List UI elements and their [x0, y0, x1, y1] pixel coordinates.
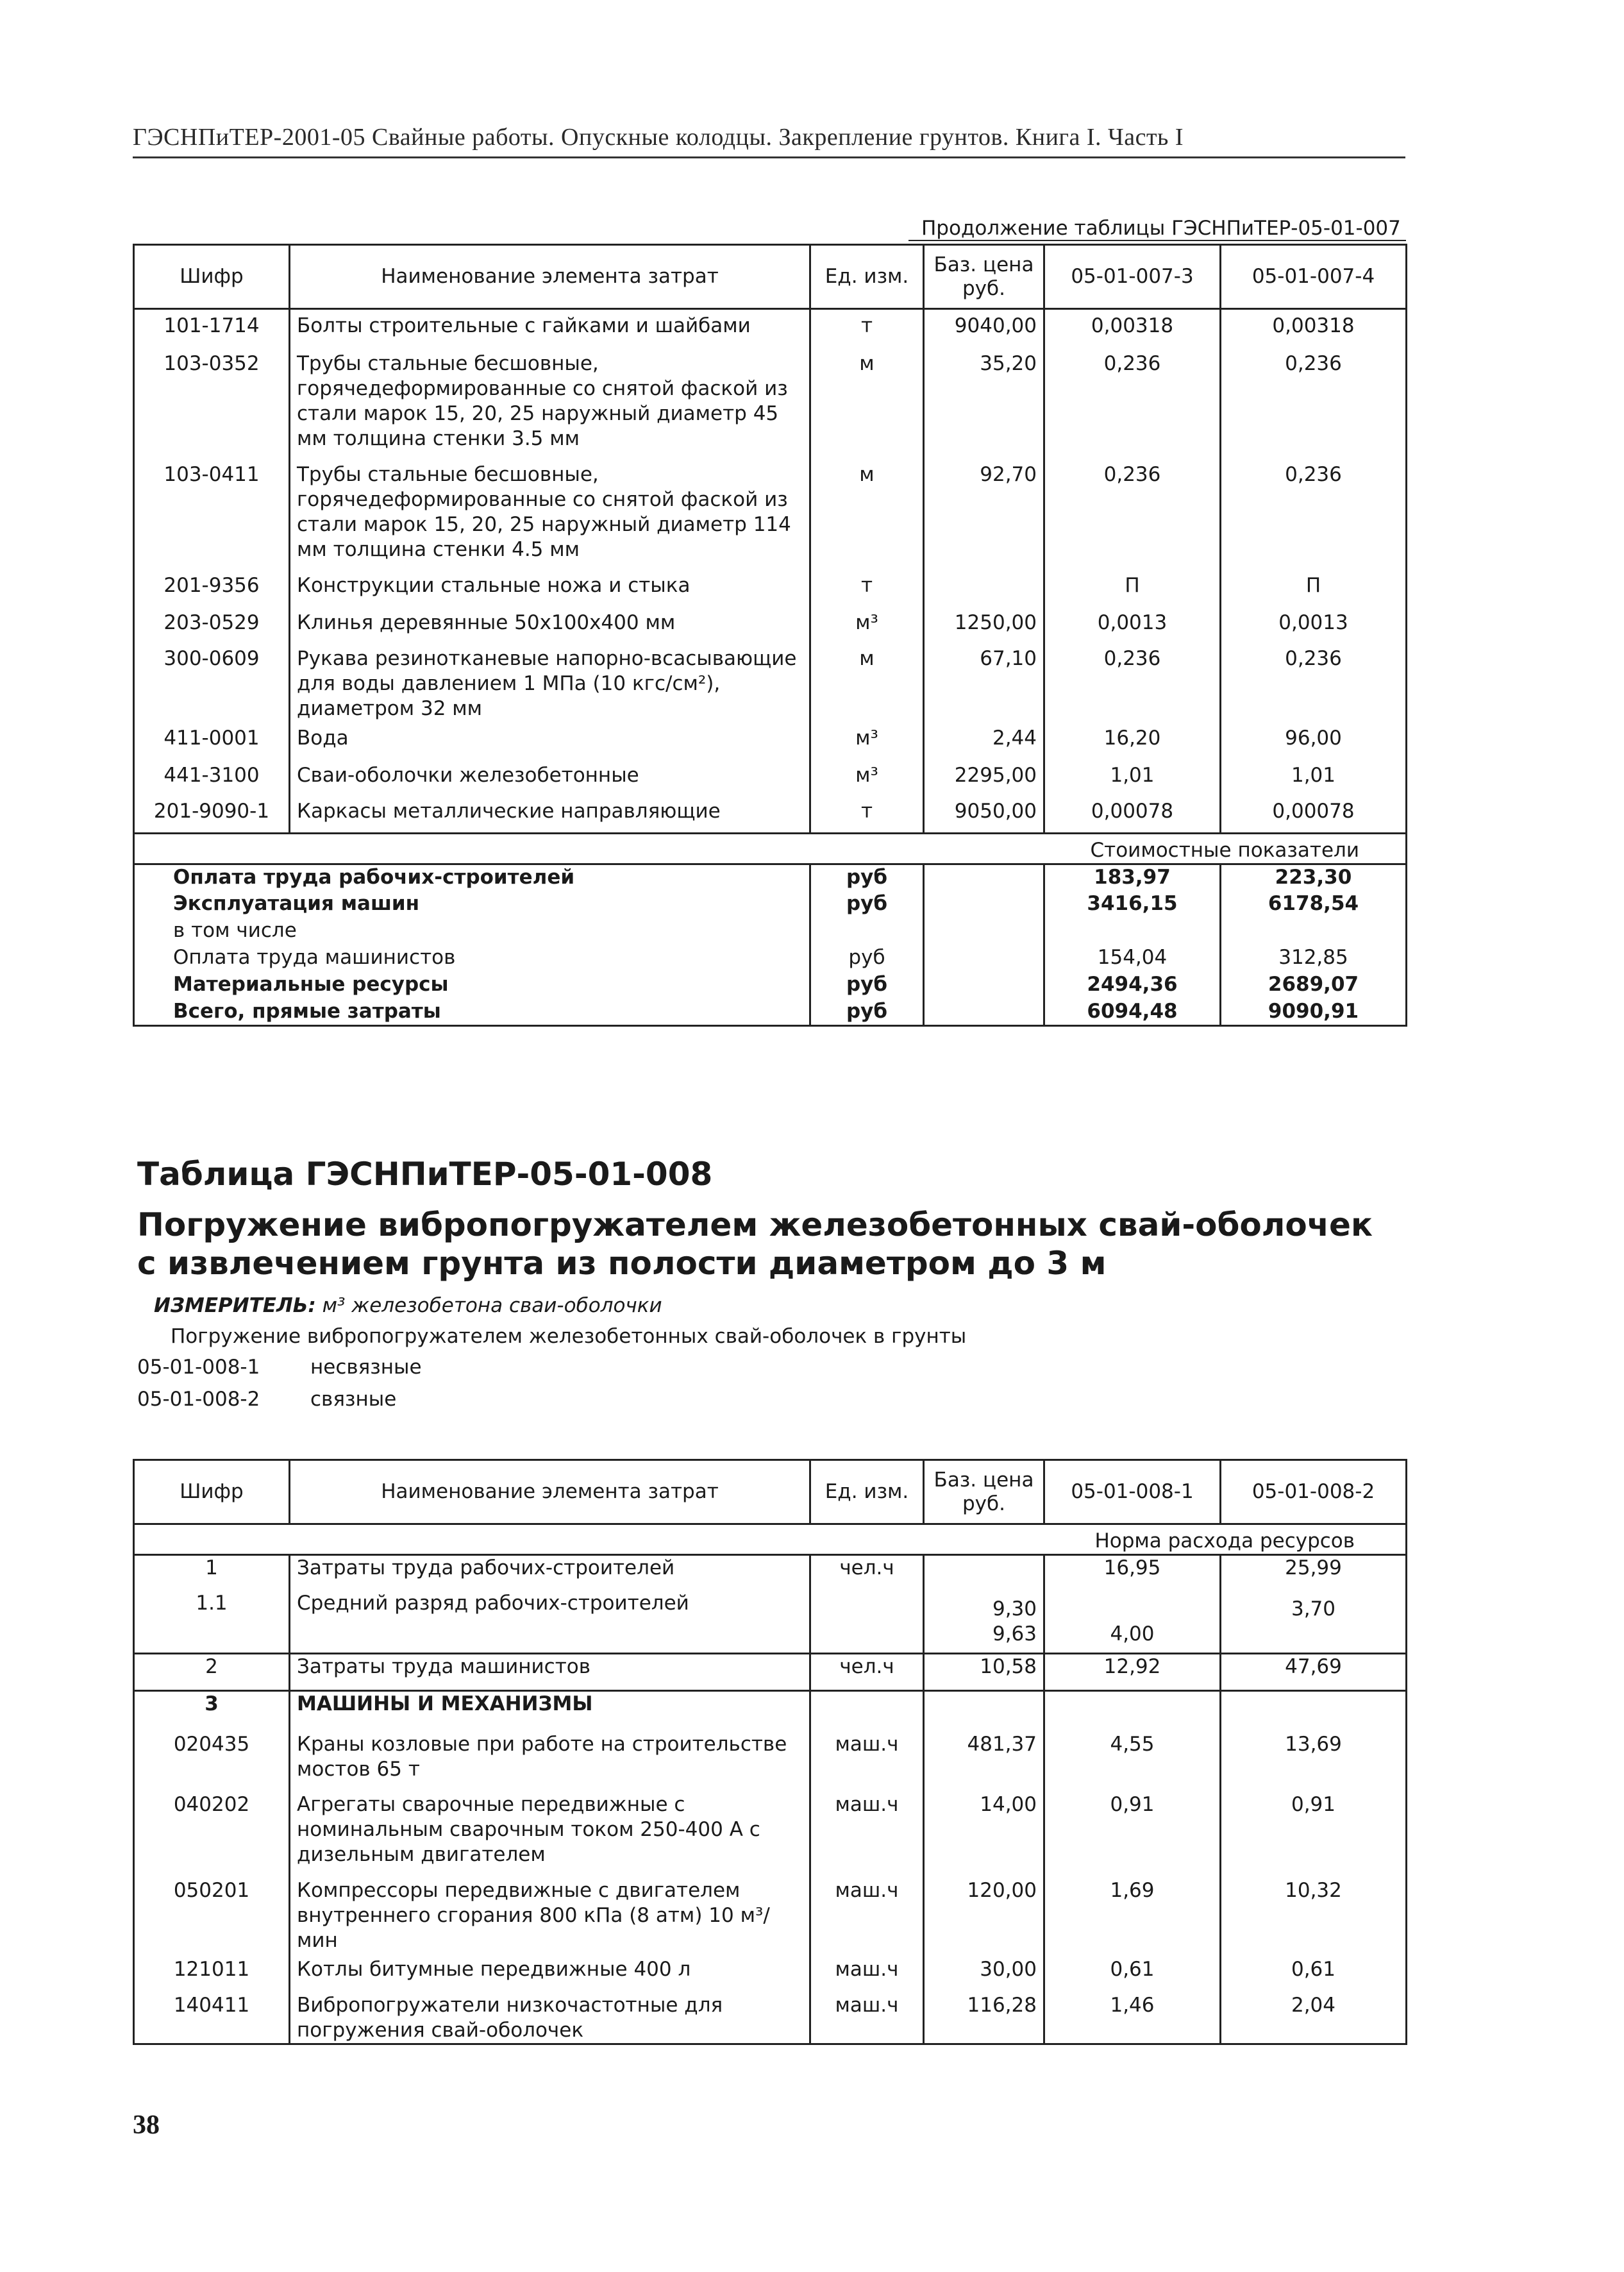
row-name: Конструкции стальные ножа и стыка: [290, 569, 810, 607]
row-name: Затраты труда рабочих-строителей: [290, 1555, 810, 1591]
section-label-row: [134, 1524, 1407, 1555]
row-price: 2,44: [924, 722, 1044, 759]
row-code: 300-0609: [134, 643, 290, 722]
row-unit: м³: [810, 759, 924, 795]
row-norm2: 0,236: [1221, 348, 1407, 459]
row-norm2: 3,70: [1221, 1591, 1407, 1622]
row-norm1: 0,236: [1044, 643, 1221, 722]
cost-value2: 9090,91: [1221, 999, 1407, 1026]
page-number: 38: [133, 2110, 160, 2140]
row-norm1: 12,92: [1044, 1654, 1221, 1691]
intro-text: Погружение вибропогружателем железобетонных свай-оболочек в грунты: [171, 1325, 967, 1348]
legend-code: 05-01-008-1: [137, 1356, 260, 1379]
row-code: 201-9356: [134, 569, 290, 607]
running-header: ГЭСНПиТЕР-2001-05 Свайные работы. Опускные колодцы. Закрепление грунтов. Книга I. Часть I: [133, 124, 1184, 151]
cost-name: Эксплуатация машин: [134, 891, 810, 918]
row-name: Котлы битумные передвижные 400 л: [290, 1953, 810, 1989]
cost-name: в том числе: [134, 918, 810, 945]
col-norm2-header: 05-01-007-4: [1221, 245, 1407, 309]
measure-value: м³ железобетона сваи-оболочки: [322, 1294, 662, 1317]
row-norm1: 1,46: [1044, 1989, 1221, 2044]
cost-unit: [810, 918, 924, 945]
measure-label: ИЗМЕРИТЕЛЬ:: [154, 1294, 316, 1317]
row-unit: м³: [810, 722, 924, 759]
code-legend-item: [137, 1356, 422, 1379]
cost-row: [134, 945, 1407, 972]
cost-name: Всего, прямые затраты: [134, 999, 810, 1026]
cost-value1: 183,97: [1044, 864, 1221, 891]
cost-row: [134, 999, 1407, 1026]
cost-value2: 2689,07: [1221, 972, 1407, 999]
row-name: Вибропогружатели низкочастотные для погружения свай-оболочек: [290, 1989, 810, 2044]
row-unit: маш.ч: [810, 1989, 924, 2044]
header-rule: [133, 156, 1405, 158]
row-norm1: 0,00078: [1044, 795, 1221, 834]
table-title: Таблица ГЭСНПиТЕР-05-01-008: [137, 1156, 713, 1193]
row-unit: маш.ч: [810, 1788, 924, 1874]
row-price: 9,63: [924, 1622, 1044, 1654]
row-norm2: 1,01: [1221, 759, 1407, 795]
row-norm2: 0,0013: [1221, 607, 1407, 643]
row-norm1: 1,01: [1044, 759, 1221, 795]
col-name-header: Наименование элемента затрат: [290, 245, 810, 309]
row-price: 35,20: [924, 348, 1044, 459]
row-name: Средний разряд рабочих-строителей: [290, 1591, 810, 1654]
row-norm1: П: [1044, 569, 1221, 607]
row-norm1: 0,91: [1044, 1788, 1221, 1874]
legend-label: связные: [310, 1388, 397, 1411]
row-norm2: 0,236: [1221, 459, 1407, 569]
row-name: Компрессоры передвижные с двигателем внутреннего сгорания 800 кПа (8 атм) 10 м³/мин: [290, 1874, 810, 1953]
row-unit: т: [810, 569, 924, 607]
row-name: Рукава резинотканевые напорно-всасывающие для воды давлением 1 МПа (10 кгс/см²), диаметром 32 мм: [290, 643, 810, 722]
row-code: 050201: [134, 1874, 290, 1953]
section-label-row: [134, 834, 1407, 864]
cost-row: [134, 972, 1407, 999]
row-code: 2: [134, 1654, 290, 1691]
row-code: 201-9090-1: [134, 795, 290, 834]
row-name: МАШИНЫ И МЕХАНИЗМЫ: [290, 1691, 810, 1728]
row-unit: м: [810, 459, 924, 569]
row-code: 411-0001: [134, 722, 290, 759]
table-row: [134, 1555, 1407, 1591]
col-unit-header: Ед. изм.: [810, 1460, 924, 1524]
row-name: Вода: [290, 722, 810, 759]
row-price: 9040,00: [924, 309, 1044, 348]
table-header-row: [134, 1460, 1407, 1524]
row-unit: м: [810, 348, 924, 459]
row-unit: маш.ч: [810, 1728, 924, 1788]
col-norm1-header: 05-01-007-3: [1044, 245, 1221, 309]
table-row: [134, 1591, 1407, 1622]
col-unit-header: Ед. изм.: [810, 245, 924, 309]
row-name: Краны козловые при работе на строительстве мостов 65 т: [290, 1728, 810, 1788]
row-price: 30,00: [924, 1953, 1044, 1989]
table-row: [134, 459, 1407, 569]
row-code: 121011: [134, 1953, 290, 1989]
table-row: [134, 348, 1407, 459]
row-unit: чел.ч: [810, 1555, 924, 1591]
row-code: 441-3100: [134, 759, 290, 795]
row-norm2: 0,00078: [1221, 795, 1407, 834]
row-price: 2295,00: [924, 759, 1044, 795]
table-row: [134, 1874, 1407, 1953]
cost-value1: 2494,36: [1044, 972, 1221, 999]
row-code: 3: [134, 1691, 290, 1728]
row-name: Клинья деревянные 50х100х400 мм: [290, 607, 810, 643]
cost-name: Материальные ресурсы: [134, 972, 810, 999]
row-price: 1250,00: [924, 607, 1044, 643]
row-norm1: 0,236: [1044, 348, 1221, 459]
table-row: [134, 1788, 1407, 1874]
col-price-header: Баз. цена руб.: [924, 1460, 1044, 1524]
section-label: Стоимостные показатели: [1044, 834, 1407, 864]
cost-value1: 3416,15: [1044, 891, 1221, 918]
measure-unit-line: [154, 1294, 662, 1317]
cost-value1: [1044, 918, 1221, 945]
row-price: 10,58: [924, 1654, 1044, 1691]
cost-unit: руб: [810, 972, 924, 999]
col-code-header: Шифр: [134, 245, 290, 309]
table-row: [134, 643, 1407, 722]
row-unit: м: [810, 643, 924, 722]
row-unit: м³: [810, 607, 924, 643]
table-row: [134, 1728, 1407, 1788]
resources-table-007: [133, 244, 1407, 1027]
row-price: [924, 1555, 1044, 1591]
row-name: Каркасы металлические направляющие: [290, 795, 810, 834]
cost-value2: 223,30: [1221, 864, 1407, 891]
row-norm2: 0,91: [1221, 1788, 1407, 1874]
cost-value1: 6094,48: [1044, 999, 1221, 1026]
row-norm2: 0,00318: [1221, 309, 1407, 348]
cost-name: Оплата труда машинистов: [134, 945, 810, 972]
row-code: 203-0529: [134, 607, 290, 643]
row-code: 101-1714: [134, 309, 290, 348]
code-legend-item: [137, 1388, 396, 1411]
row-price: 92,70: [924, 459, 1044, 569]
cost-value1: 154,04: [1044, 945, 1221, 972]
table-row: [134, 569, 1407, 607]
row-unit: маш.ч: [810, 1953, 924, 1989]
table-header-row: [134, 245, 1407, 309]
cost-row: [134, 864, 1407, 891]
cost-unit: руб: [810, 945, 924, 972]
row-code: 1: [134, 1555, 290, 1591]
row-name: Болты строительные с гайками и шайбами: [290, 309, 810, 348]
table-row: [134, 722, 1407, 759]
table-row: [134, 1989, 1407, 2044]
cost-unit: руб: [810, 864, 924, 891]
table-row: [134, 795, 1407, 834]
row-norm1: 0,0013: [1044, 607, 1221, 643]
col-norm1-header: 05-01-008-1: [1044, 1460, 1221, 1524]
row-code: 1.1: [134, 1591, 290, 1654]
row-norm2: 0,61: [1221, 1953, 1407, 1989]
row-norm1: 0,00318: [1044, 309, 1221, 348]
table-subtitle: Погружение вибропогружателем железобетонных свай-оболочек с извлечением грунта из полости диаметром до 3 м: [137, 1206, 1373, 1282]
resources-table-008: [133, 1459, 1407, 2045]
row-name: Агрегаты сварочные передвижные с номинальным сварочным током 250-400 А с дизельным двигателем: [290, 1788, 810, 1874]
section-label: Норма расхода ресурсов: [1044, 1524, 1407, 1555]
cost-unit: руб: [810, 999, 924, 1026]
col-name-header: Наименование элемента затрат: [290, 1460, 810, 1524]
legend-code: 05-01-008-2: [137, 1388, 260, 1411]
continuation-caption: Продолжение таблицы ГЭСНПиТЕР-05-01-007: [921, 217, 1401, 240]
row-norm2: П: [1221, 569, 1407, 607]
row-price: 116,28: [924, 1989, 1044, 2044]
row-price: 9,30: [924, 1591, 1044, 1622]
table-row: [134, 759, 1407, 795]
table-row: [134, 1953, 1407, 1989]
cost-unit: руб: [810, 891, 924, 918]
row-code: 020435: [134, 1728, 290, 1788]
row-norm1: 1,69: [1044, 1874, 1221, 1953]
row-name: Трубы стальные бесшовные, горячедеформированные со снятой фаской из стали марок 15, 20, 25 наружный диаметр 45 мм толщина стенки 3.5 мм: [290, 348, 810, 459]
row-unit: т: [810, 795, 924, 834]
row-price: 481,37: [924, 1728, 1044, 1788]
row-code: 103-0352: [134, 348, 290, 459]
col-price-header: Баз. цена руб.: [924, 245, 1044, 309]
cost-row: [134, 918, 1407, 945]
row-norm2: 13,69: [1221, 1728, 1407, 1788]
col-code-header: Шифр: [134, 1460, 290, 1524]
row-price: 9050,00: [924, 795, 1044, 834]
cost-name: Оплата труда рабочих-строителей: [134, 864, 810, 891]
row-name: Сваи-оболочки железобетонные: [290, 759, 810, 795]
row-norm1: 4,00: [1044, 1622, 1221, 1654]
row-norm2: 96,00: [1221, 722, 1407, 759]
row-price: 14,00: [924, 1788, 1044, 1874]
row-unit: чел.ч: [810, 1654, 924, 1691]
cost-value2: 312,85: [1221, 945, 1407, 972]
row-norm1: 16,20: [1044, 722, 1221, 759]
row-norm1: 16,95: [1044, 1555, 1221, 1591]
cost-value2: 6178,54: [1221, 891, 1407, 918]
cost-row: [134, 891, 1407, 918]
cost-value2: [1221, 918, 1407, 945]
row-norm1: 0,236: [1044, 459, 1221, 569]
table-row: [134, 1654, 1407, 1691]
row-price: 120,00: [924, 1874, 1044, 1953]
row-norm2: 2,04: [1221, 1989, 1407, 2044]
row-norm1: 4,55: [1044, 1728, 1221, 1788]
row-price: 67,10: [924, 643, 1044, 722]
table-row: [134, 309, 1407, 348]
row-price: [924, 569, 1044, 607]
row-unit: маш.ч: [810, 1874, 924, 1953]
legend-label: несвязные: [310, 1356, 422, 1379]
row-code: 140411: [134, 1989, 290, 2044]
row-norm1: 0,61: [1044, 1953, 1221, 1989]
row-name: Затраты труда машинистов: [290, 1654, 810, 1691]
row-norm2: 47,69: [1221, 1654, 1407, 1691]
row-unit: т: [810, 309, 924, 348]
col-norm2-header: 05-01-008-2: [1221, 1460, 1407, 1524]
row-code: 103-0411: [134, 459, 290, 569]
row-norm2: 25,99: [1221, 1555, 1407, 1591]
table-row: [134, 607, 1407, 643]
row-name: Трубы стальные бесшовные, горячедеформированные со снятой фаской из стали марок 15, 20, 25 наружный диаметр 114 мм толщина стенки 4.5 мм: [290, 459, 810, 569]
table-row: [134, 1691, 1407, 1728]
row-code: 040202: [134, 1788, 290, 1874]
row-norm2: 0,236: [1221, 643, 1407, 722]
row-norm2: 10,32: [1221, 1874, 1407, 1953]
